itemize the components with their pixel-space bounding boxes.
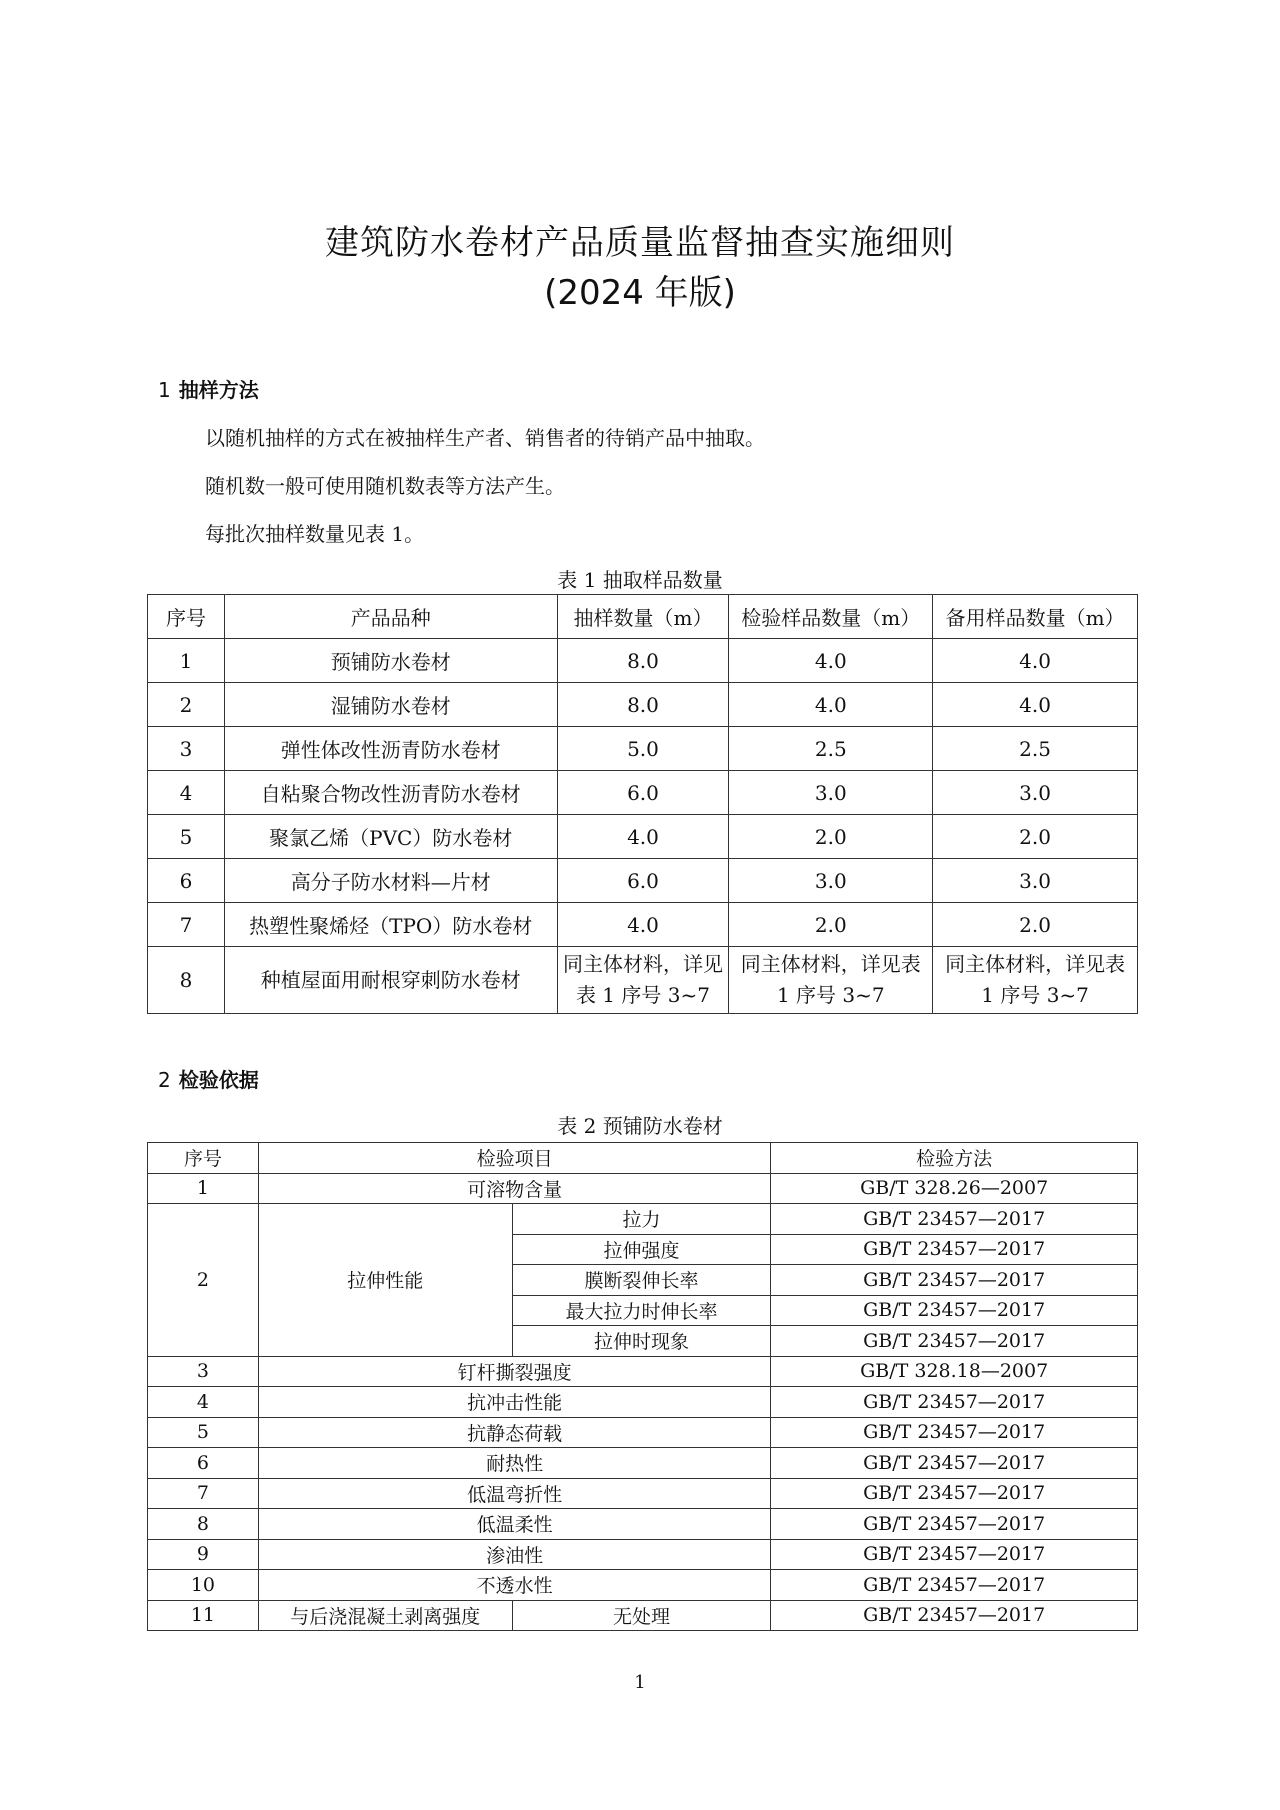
sampling-quantity-table: [147, 594, 1138, 1014]
inspection-method: GB/T 23457—2017: [771, 1509, 1138, 1540]
page-number: 1: [634, 1672, 646, 1693]
inspection-method: GB/T 23457—2017: [771, 1478, 1138, 1509]
header-cell: 检验样品数量（m）: [729, 595, 933, 639]
table-cell: 4.0: [729, 683, 933, 727]
inspection-group: 拉伸性能: [258, 1204, 512, 1357]
table-row: [148, 815, 1138, 859]
table-cell: 2.0: [933, 815, 1138, 859]
table-cell: 2.0: [729, 903, 933, 947]
inspection-subitem: 膜断裂伸长率: [512, 1265, 771, 1296]
table1-caption: 表 1 抽取样品数量: [557, 568, 723, 592]
table2-caption: 表 2 预铺防水卷材: [557, 1114, 723, 1138]
table-cell: 同主体材料，详见表 1 序号 3~7: [557, 947, 729, 1014]
inspection-method: GB/T 23457—2017: [771, 1570, 1138, 1601]
section-title: 检验依据: [178, 1068, 259, 1092]
document-title: 建筑防水卷材产品质量监督抽查实施细则: [325, 223, 955, 263]
table-row: [148, 1173, 1138, 1204]
table-cell: 同主体材料，详见表 1 序号 3~7: [729, 947, 933, 1014]
table-cell: 4: [148, 771, 225, 815]
inspection-item: 钉杆撕裂强度: [258, 1356, 770, 1387]
table-cell: 4.0: [729, 639, 933, 683]
table-cell: 5.0: [557, 727, 729, 771]
section-number: 1: [158, 378, 171, 402]
row-number: 10: [148, 1570, 259, 1601]
table-cell: 3.0: [933, 859, 1138, 903]
table-row: [148, 1478, 1138, 1509]
table-cell: 4.0: [557, 815, 729, 859]
table-cell: 6.0: [557, 859, 729, 903]
table-cell: 3.0: [729, 859, 933, 903]
inspection-item: 低温柔性: [258, 1509, 770, 1540]
table-cell: 2.5: [933, 727, 1138, 771]
table-cell: 自粘聚合物改性沥青防水卷材: [224, 771, 557, 815]
inspection-subitem: 拉伸强度: [512, 1234, 771, 1265]
table-cell: 6.0: [557, 771, 729, 815]
header-cell: 序号: [148, 595, 225, 639]
table-row: [148, 727, 1138, 771]
section-title: 抽样方法: [178, 378, 259, 402]
inspection-method: GB/T 23457—2017: [771, 1234, 1138, 1265]
table-cell: 4.0: [933, 639, 1138, 683]
inspection-item: 渗油性: [258, 1539, 770, 1570]
row-number: 9: [148, 1539, 259, 1570]
paragraph: 每批次抽样数量见表 1。: [205, 522, 425, 546]
table-cell: 同主体材料，详见表 1 序号 3~7: [933, 947, 1138, 1014]
table-row: [148, 683, 1138, 727]
section-heading-1: [158, 374, 259, 403]
row-number: 2: [148, 1204, 259, 1357]
paragraph: 随机数一般可使用随机数表等方法产生。: [205, 474, 565, 498]
table-cell: 3: [148, 727, 225, 771]
inspection-method: GB/T 23457—2017: [771, 1600, 1138, 1631]
inspection-method: GB/T 23457—2017: [771, 1295, 1138, 1326]
inspection-method: GB/T 23457—2017: [771, 1265, 1138, 1296]
table-cell: 4.0: [557, 903, 729, 947]
table-cell: 聚氯乙烯（PVC）防水卷材: [224, 815, 557, 859]
table-row: [148, 1204, 1138, 1235]
inspection-basis-table: [147, 1142, 1138, 1631]
table-row: [148, 1356, 1138, 1387]
inspection-subitem: 拉伸时现象: [512, 1326, 771, 1357]
table-cell: 3.0: [729, 771, 933, 815]
paragraph: 以随机抽样的方式在被抽样生产者、销售者的待销产品中抽取。: [205, 426, 765, 450]
table-row: [148, 1539, 1138, 1570]
header-cell: 检验方法: [771, 1143, 1138, 1174]
table-cell: 高分子防水材料—片材: [224, 859, 557, 903]
document-subtitle: (2024 年版): [544, 273, 736, 313]
table-cell: 种植屋面用耐根穿刺防水卷材: [224, 947, 557, 1014]
table-cell: 8.0: [557, 683, 729, 727]
row-number: 5: [148, 1417, 259, 1448]
header-cell: 抽样数量（m）: [557, 595, 729, 639]
table-cell: 3.0: [933, 771, 1138, 815]
row-number: 11: [148, 1600, 259, 1631]
table-header-row: [148, 595, 1138, 639]
table-cell: 2.0: [933, 903, 1138, 947]
table-cell: 8: [148, 947, 225, 1014]
table-row: [148, 771, 1138, 815]
table-cell: 6: [148, 859, 225, 903]
table-row: [148, 903, 1138, 947]
inspection-item: 不透水性: [258, 1570, 770, 1601]
table-row: [148, 1448, 1138, 1479]
table-row: [148, 639, 1138, 683]
inspection-method: GB/T 328.26—2007: [771, 1173, 1138, 1204]
inspection-subitem: 无处理: [512, 1600, 771, 1631]
table-row: [148, 1570, 1138, 1601]
table-cell: 热塑性聚烯烃（TPO）防水卷材: [224, 903, 557, 947]
inspection-method: GB/T 328.18—2007: [771, 1356, 1138, 1387]
section-number: 2: [158, 1068, 171, 1092]
table-cell: 湿铺防水卷材: [224, 683, 557, 727]
table-row: [148, 1417, 1138, 1448]
table-cell: 4.0: [933, 683, 1138, 727]
inspection-subitem: 最大拉力时伸长率: [512, 1295, 771, 1326]
inspection-method: GB/T 23457—2017: [771, 1387, 1138, 1418]
table-row: [148, 1509, 1138, 1540]
row-number: 8: [148, 1509, 259, 1540]
table-row: [148, 1387, 1138, 1418]
table-cell: 7: [148, 903, 225, 947]
row-number: 1: [148, 1173, 259, 1204]
header-cell: 产品品种: [224, 595, 557, 639]
inspection-item: 耐热性: [258, 1448, 770, 1479]
inspection-method: GB/T 23457—2017: [771, 1326, 1138, 1357]
table-header-row: [148, 1143, 1138, 1174]
row-number: 6: [148, 1448, 259, 1479]
inspection-method: GB/T 23457—2017: [771, 1204, 1138, 1235]
inspection-subitem: 拉力: [512, 1204, 771, 1235]
section-heading-2: [158, 1064, 259, 1093]
table-row: [148, 859, 1138, 903]
table-cell: 预铺防水卷材: [224, 639, 557, 683]
inspection-item: 抗冲击性能: [258, 1387, 770, 1418]
table-cell: 5: [148, 815, 225, 859]
row-number: 4: [148, 1387, 259, 1418]
inspection-group: 与后浇混凝土剥离强度: [258, 1600, 512, 1631]
table-row: [148, 1600, 1138, 1631]
header-cell: 备用样品数量（m）: [933, 595, 1138, 639]
row-number: 3: [148, 1356, 259, 1387]
title-block: [0, 218, 1280, 318]
inspection-item: 可溶物含量: [258, 1173, 770, 1204]
inspection-method: GB/T 23457—2017: [771, 1448, 1138, 1479]
row-number: 7: [148, 1478, 259, 1509]
inspection-method: GB/T 23457—2017: [771, 1417, 1138, 1448]
header-cell: 检验项目: [258, 1143, 770, 1174]
table-cell: 1: [148, 639, 225, 683]
table-cell: 2.0: [729, 815, 933, 859]
table-cell: 2: [148, 683, 225, 727]
table-row: [148, 947, 1138, 1014]
inspection-method: GB/T 23457—2017: [771, 1539, 1138, 1570]
header-cell: 序号: [148, 1143, 259, 1174]
inspection-item: 抗静态荷载: [258, 1417, 770, 1448]
table-cell: 弹性体改性沥青防水卷材: [224, 727, 557, 771]
table-cell: 2.5: [729, 727, 933, 771]
table-cell: 8.0: [557, 639, 729, 683]
inspection-item: 低温弯折性: [258, 1478, 770, 1509]
